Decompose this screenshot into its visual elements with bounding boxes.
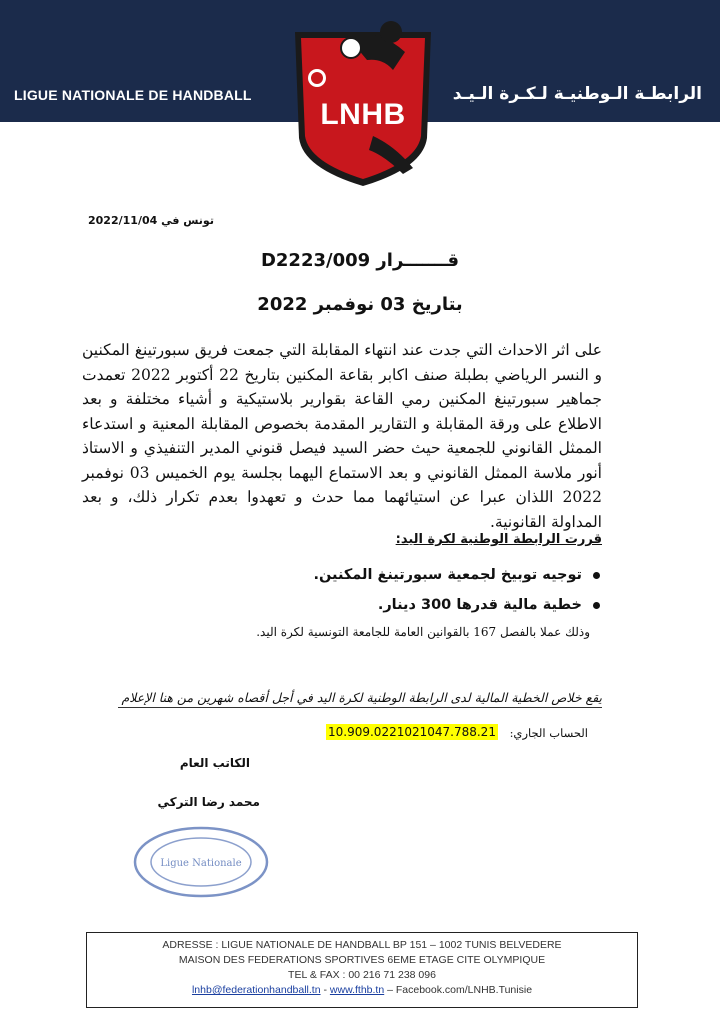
decision-item-text: توجيه توبيخ لجمعية سبورتينغ المكنين. <box>313 567 582 583</box>
list-item <box>182 590 602 620</box>
footer-line: ADRESSE : LIGUE NATIONALE DE HANDBALL BP 151 – 1002 TUNIS BELVEDERE <box>162 939 562 951</box>
decision-body: على اثر الاحداث التي جدت عند انتهاء المقابلة التي جمعت فريق سبورتينغ المكنين و النسر الرياضي بطبلة صنف اكابر بقاعة المكنين بتاريخ 22 أكتوبر 2022 تعمدت جماهير سبورتينغ المكنين رمي القاعة بقوارير بلاستيكية و أشياء مختلفة و بعد الاطلاع على ورقة المقابلة و التقارير المقدمة بخصوص المقابلة المعنية و استدعاء الممثل القانوني للجمعية حيث حضر السيد فيصل قنوني المدير التنفيذي و الاستاذ أنور ملاسة الممثل القانوني و بعد الاستماع اليهما بجلسة يوم الخميس 03 نوفمبر 2022 اللذان عبرا عن استيائهما مما حدث و تعهدوا بعدم تكرار ذلك، و بعد المداولة القانونية. <box>82 341 602 531</box>
official-stamp <box>131 824 271 900</box>
stamp-text: Ligue Nationale <box>160 858 242 869</box>
account-number: 10.909.0221021047.788.21 <box>328 725 496 739</box>
list-item <box>182 560 602 590</box>
decision-item-text: خطية مالية قدرها 300 دينار. <box>377 597 582 613</box>
facebook-text: – Facebook.com/LNHB.Tunisie <box>384 984 533 996</box>
date-place: تونس في 2022/11/04 <box>88 214 214 227</box>
footer-line: TEL & FAX : 00 216 71 238 096 <box>288 969 436 981</box>
account-label: الحساب الجاري: <box>509 726 588 740</box>
footer-contacts <box>87 983 637 998</box>
payment-note: يقع خلاص الخطية المالية لدى الرابطة الوطنية لكرة اليد في أجل أقصاه شهرين من هنا الإعلام <box>118 690 602 708</box>
stamp-seal-icon <box>131 824 271 900</box>
decision-list <box>182 560 602 620</box>
bullet-icon <box>593 572 600 579</box>
footer-line: MAISON DES FEDERATIONS SPORTIVES 6EME ETAGE CITE OLYMPIQUE <box>178 954 546 966</box>
email-link[interactable]: lnhb@federationhandball.tn <box>191 984 321 996</box>
decided-label: قررت الرابطة الوطنية لكرة اليد: <box>395 532 602 547</box>
website-link[interactable]: www.fthb.tn <box>329 984 385 996</box>
footer-separator: - <box>320 984 330 996</box>
footer-address-box <box>86 932 638 1008</box>
signatory-name: محمد رضا التركي <box>157 795 260 809</box>
logo-text: LNHB <box>320 98 406 131</box>
law-reference: وذلك عملا بالفصل 167 بالقوانين العامة للجامعة التونسية لكرة اليد. <box>256 625 590 639</box>
org-name-fr: LIGUE NATIONALE DE HANDBALL <box>14 87 252 103</box>
decision-title: قـــــــرار D2223/009 <box>260 250 460 271</box>
bullet-icon <box>593 602 600 609</box>
org-name-ar: الرابطـة الـوطنيـة لـكـرة الـيـد <box>452 84 702 104</box>
decision-date: بتاريخ 03 نوفمبر 2022 <box>257 294 463 315</box>
signatory-title: الكاتب العام <box>179 756 250 770</box>
lnhb-logo <box>287 18 439 190</box>
